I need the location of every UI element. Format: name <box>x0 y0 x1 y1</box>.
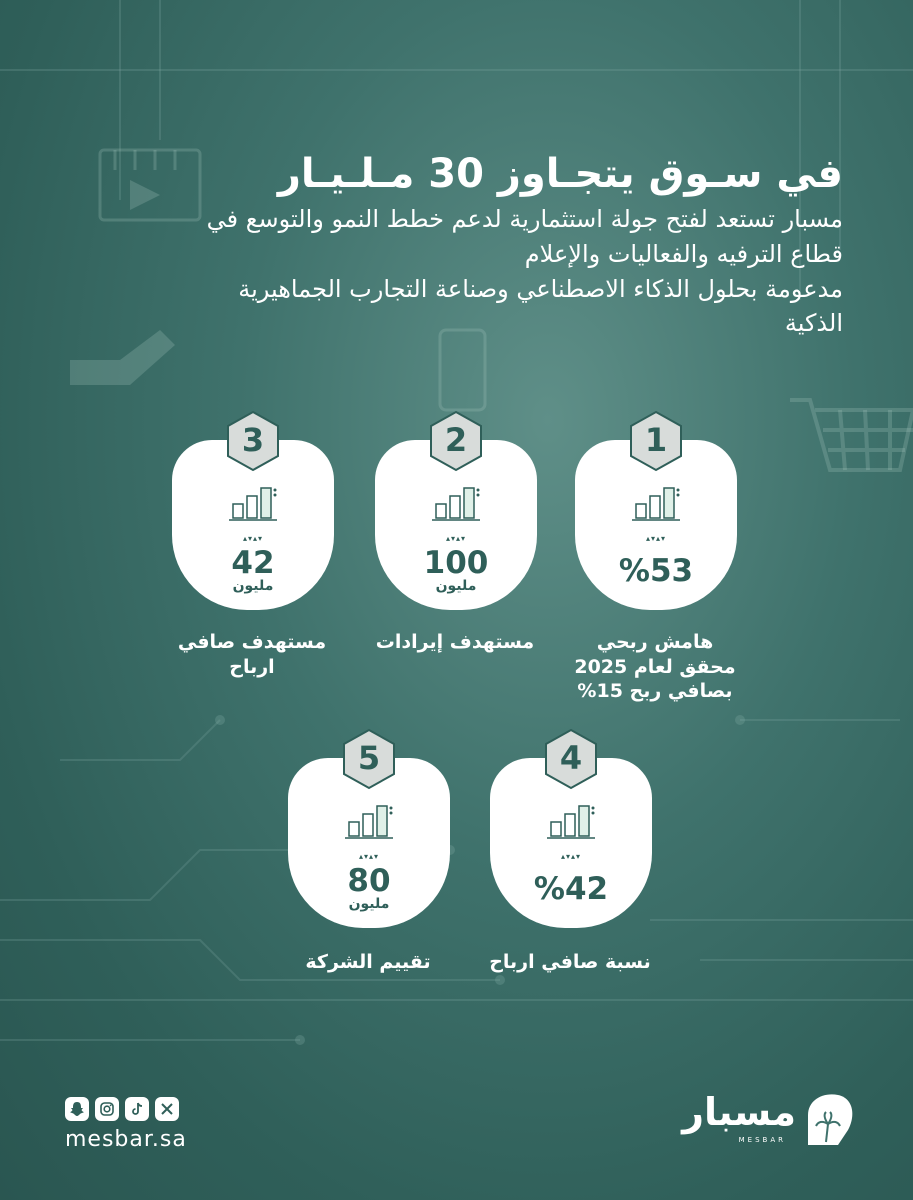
bar-chart-icon <box>225 482 281 522</box>
stat-card-4 <box>490 739 652 928</box>
headline-line: مدعومة بحلول الذكاء الاصطناعي وصناعة التجارب الجماهيرية <box>238 274 843 303</box>
x-icon[interactable] <box>155 1097 179 1121</box>
stat-value: 80 <box>347 863 391 899</box>
caption-line: مستهدف إيرادات <box>375 631 535 653</box>
tiktok-icon[interactable] <box>125 1097 149 1121</box>
dots-decoration: ▴▾▴▾ <box>560 852 582 861</box>
bar-chart-icon <box>628 482 684 522</box>
caption-line: تقييم الشركة <box>305 951 431 973</box>
instagram-icon[interactable] <box>95 1097 119 1121</box>
stat-caption <box>470 950 670 975</box>
headline <box>83 150 843 341</box>
logo-subtitle: MESBAR <box>738 1136 786 1144</box>
badge-number: 3 <box>241 421 265 459</box>
snapchat-icon[interactable] <box>65 1097 89 1121</box>
badge-number: 4 <box>559 739 583 777</box>
stat-card-3 <box>172 421 334 610</box>
stat-value: 100 <box>423 545 489 581</box>
page-title: في سـوق يتجـاوز 30 مـلـيـار <box>277 151 843 197</box>
logo-wordmark: مسبار <box>682 1090 796 1134</box>
caption-line: بصافي ربح 15% <box>577 680 733 703</box>
headline-line: مسبار تستعد لفتح جولة استثمارية لدعم خطط النمو والتوسع في <box>206 205 843 233</box>
stat-caption <box>152 630 352 679</box>
badge-number: 5 <box>357 739 381 777</box>
badge-number: 1 <box>644 421 668 459</box>
headline-line: قطاع الترفيه والفعاليات والإعلام <box>524 239 843 268</box>
number-badge <box>429 410 483 472</box>
logo-emblem-icon <box>798 1090 858 1150</box>
stat-caption <box>355 630 555 655</box>
number-badge <box>226 410 280 472</box>
social-links <box>65 1097 179 1121</box>
caption-line: هامش ربحي <box>596 631 714 653</box>
stat-unit: مليون <box>232 578 274 594</box>
caption-line: نسبة صافي ارباح <box>489 951 651 973</box>
caption-line: ارباح <box>229 655 275 678</box>
bar-chart-icon <box>341 800 397 840</box>
bar-chart-icon <box>428 482 484 522</box>
phone-icon <box>440 330 485 410</box>
stat-card-2 <box>375 421 537 610</box>
dots-decoration: ▴▾▴▾ <box>445 534 467 543</box>
bar-chart-icon <box>543 800 599 840</box>
number-badge <box>342 728 396 790</box>
headline-line: الذكية <box>784 309 843 338</box>
stat-unit: مليون <box>348 896 390 912</box>
stat-unit: مليون <box>435 578 477 594</box>
caption-line: محقق لعام 2025 <box>574 655 736 678</box>
brand-logo <box>678 1090 858 1150</box>
dots-decoration: ▴▾▴▾ <box>242 534 264 543</box>
number-badge <box>544 728 598 790</box>
stat-value: 42 <box>231 545 275 581</box>
caption-line: مستهدف صافي <box>177 631 327 653</box>
stat-value: %53 <box>618 553 694 589</box>
number-badge <box>629 410 683 472</box>
website-link[interactable]: mesbar.sa <box>65 1127 187 1152</box>
stat-value: %42 <box>533 871 609 907</box>
stat-caption <box>268 950 468 975</box>
stat-card-1 <box>575 421 737 610</box>
dots-decoration: ▴▾▴▾ <box>645 534 667 543</box>
badge-number: 2 <box>444 421 468 459</box>
dots-decoration: ▴▾▴▾ <box>358 852 380 861</box>
stat-caption <box>555 630 755 704</box>
stat-card-5 <box>288 739 450 928</box>
cart-icon <box>790 400 913 470</box>
